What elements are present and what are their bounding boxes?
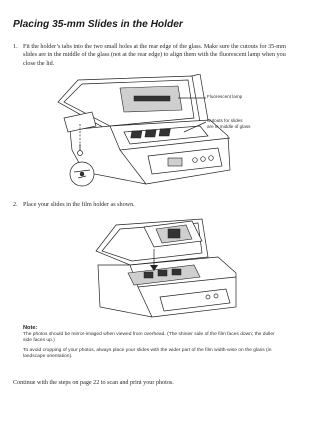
- callout-cutouts: [207, 118, 250, 129]
- step-2-text: Place your slides in the film holder as shown.: [23, 202, 135, 208]
- note-heading: Note:: [23, 325, 38, 331]
- callout-cutouts-line-2: are in middle of glass: [207, 123, 251, 129]
- callout-cutouts-line-1: Cutouts for slides: [207, 118, 243, 123]
- step-1: [13, 43, 298, 69]
- slide-in-holder-illustration: [90, 217, 240, 319]
- closing-instruction: Continue with the steps on page 22 to scan and print your photos.: [13, 380, 174, 386]
- section-title: Placing 35-mm Slides in the Holder: [13, 19, 183, 30]
- step-2: [13, 201, 298, 211]
- callout-fluorescent-lamp: Fluorescent lamp: [207, 94, 243, 99]
- step-1-text: Fit the holder’s tabs into the two small holes at the rear edge of the glass. Make sure the cutouts for 35-mm slides are in the middle of the glass (not at the rear edge) to align them with the fluorescent lamp when you close the lid.: [23, 44, 286, 67]
- step-1-number: 1.: [13, 44, 18, 50]
- step-2-number: 2.: [13, 202, 18, 208]
- note-paragraph-1: The photos should be mirror-imaged when viewed from overhead. (The shinier side of the film faces down; the duller side faces up.): [23, 332, 275, 344]
- note-paragraph-2: To avoid cropping of your photos, always place your slides with the wider part of the film width-wise on the glass (in landscape orientation).: [23, 348, 272, 360]
- scanner-lid-open-illustration: [50, 74, 290, 190]
